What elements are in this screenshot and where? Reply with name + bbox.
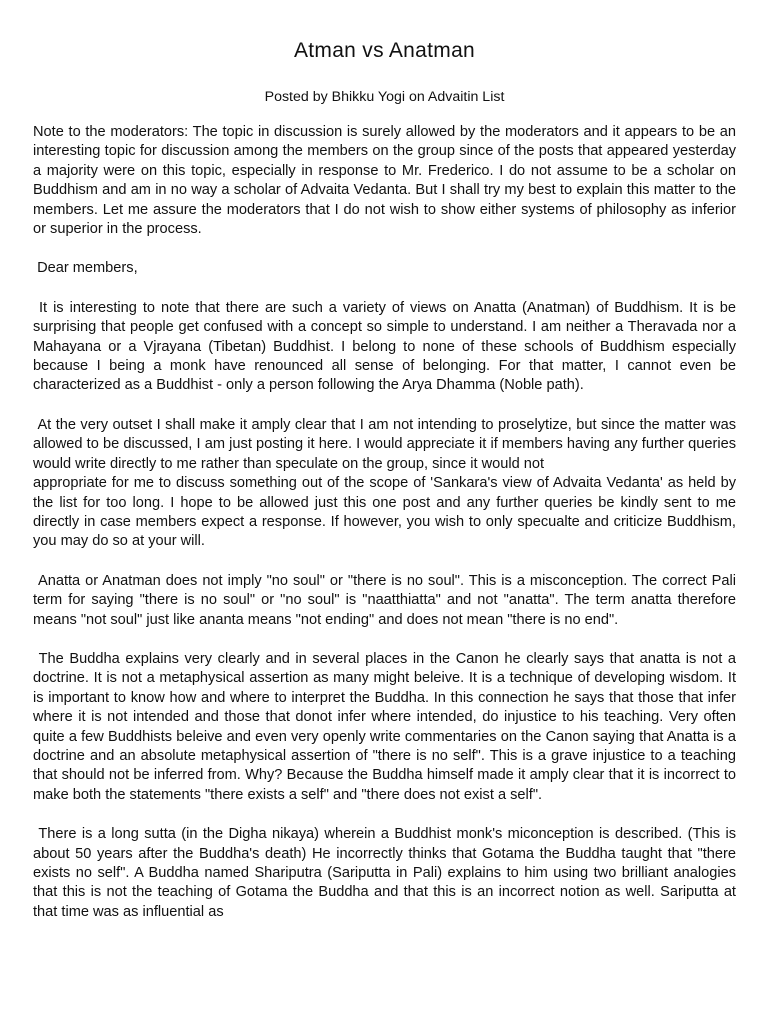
paragraph-long-sutta: There is a long sutta (in the Digha nikaya) wherein a Buddhist monk's miconception is described. (This is about 50 years after the Buddha's death) He incorrectly thinks that Gotama the Buddha taught that "there exists no self". A Buddha named Shariputra (Sariputta in Pali) explains to him using two brilliant analogies that this is not the teaching of Gotama the Buddha and that this is an incorrect notion as well. Sariputta at that time was as influential as	[33, 826, 741, 920]
paragraph-moderators-note: Note to the moderators: The topic in discussion is surely allowed by the moderators and it appears to be an interesting topic for discussion among the members on the group since of the posts that appeared yesterday a majority were on this topic, especially in response to Mr. Frederico. I do not assume to be a scholar on Buddhism and am in no way a scholar of Advaita Vedanta. But I shall try my best to explain this matter to the members. Let me assure the moderators that I do not wish to show either systems of philosophy as inferior or superior in the process.	[33, 124, 741, 238]
document-title: Atman vs Anatman	[293, 39, 476, 62]
paragraph-outset: At the very outset I shall make it amply clear that I am not intending to proselytize, but since the matter was allowed to be discussed, I am just posting it here. I would appreciate it if members having any further queries would write directly to me rather than speculate on the group, since it would not	[33, 416, 741, 472]
paragraph-anatta-views: It is interesting to note that there are such a variety of views on Anatta (Anatman) of Buddhism. It is be surprising that people get confused with a concept so simple to understand. I am neither a Theravada nor a Mahayana or a Vjrayana (Tibetan) Buddhist. I belong to none of these schools of Buddhism especially because I being a monk have renounced all sense of belonging. For that matter, I cannot even be characterized as a Buddhist - only a person following the Arya Dhamma (Noble path).	[33, 299, 741, 394]
paragraph-salutation: Dear members,	[33, 260, 138, 277]
paragraph-scope: appropriate for me to discuss something out of the scope of 'Sankara's view of Advaita Vedanta' as held by the list for too long. I hope to be allowed just this one post and any further queries be kindly sent to me directly in case members expect a response. If however, you wish to only specualte and criticize Buddhism, you may do so at your will.	[33, 475, 741, 550]
paragraph-anatta-meaning: Anatta or Anatman does not imply "no soul" or "there is no soul". This is a misconception. The correct Pali term for saying "there is no soul" or "no soul" is "naatthiatta" and not "anatta". The term anatta therefore means "not soul" just like ananta means "not ending" and does not mean "there is no end".	[33, 572, 741, 628]
document-byline: Posted by Bhikku Yogi on Advaitin List	[264, 89, 505, 105]
paragraph-buddha-explains: The Buddha explains very clearly and in several places in the Canon he clearly says that anatta is not a doctrine. It is not a metaphysical assertion as many might beleive. It is a technique of developing wisdom. It is important to know how and where to interpret the Buddha. In this connection he says that those that infer where it is not intended and those that donot infer where intended, do injustice to his teaching. Very often quite a few Buddhists beleive and even very openly write commentaries on the Canon saying that Anatta is a doctrine and an absolute metaphysical assertion of "there is no self". This is a grave injustice to a teaching that should not be inferred from. Why? Because the Buddha himself made it amply clear that it is incorrect to make both the statements "there exists a self" and "there does not exist a self".	[33, 650, 741, 803]
document-page	[33, 38, 741, 922]
